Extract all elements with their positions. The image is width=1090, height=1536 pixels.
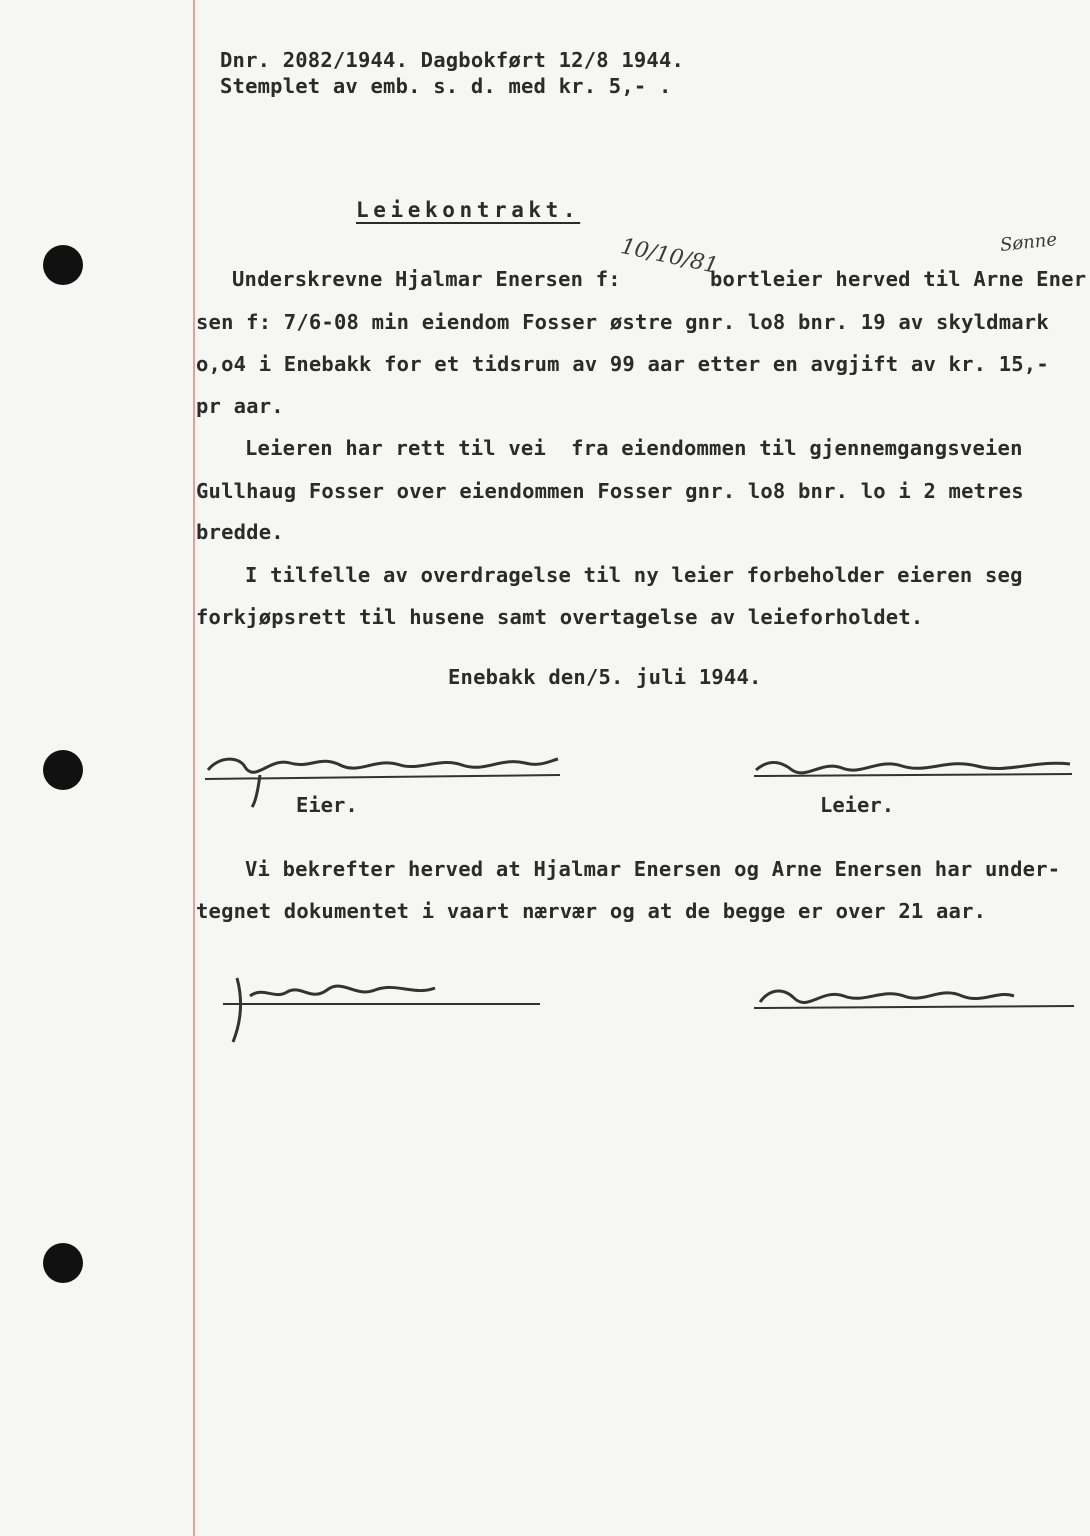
punch-hole-3: [43, 1243, 83, 1283]
margin-rule: [193, 0, 195, 1536]
punch-hole-1: [43, 245, 83, 285]
witness-1-signature: [215, 960, 545, 1050]
body-line-4: pr aar.: [196, 394, 284, 418]
body-line-6: Gullhaug Fosser over eiendommen Fosser gnr. lo8 bnr. lo i 2 metres: [196, 479, 1024, 503]
witness-2-signature: [752, 968, 1077, 1028]
owner-role-label: Eier.: [296, 793, 358, 817]
header-line-1: Dnr. 2082/1944. Dagbokført 12/8 1944.: [220, 48, 685, 72]
tenant-signature: [752, 740, 1077, 790]
place-date: Enebakk den/5. juli 1944.: [448, 665, 762, 689]
tenant-role-label: Leier.: [820, 793, 895, 817]
handwritten-birthdate: 10/10/81: [618, 234, 721, 279]
body-line-8: I tilfelle av overdragelse til ny leier forbeholder eieren seg: [245, 563, 1023, 587]
witness-line-1: Vi bekrefter herved at Hjalmar Enersen og Arne Enersen har under-: [245, 857, 1061, 881]
body-line-2: sen f: 7/6-08 min eiendom Fosser østre gnr. lo8 bnr. 19 av skyldmark: [196, 310, 1049, 334]
body-line-1a: Underskrevne Hjalmar Enersen f:: [232, 267, 621, 291]
witness-line-2: tegnet dokumentet i vaart nærvær og at de begge er over 21 aar.: [196, 899, 987, 923]
body-line-3: o,o4 i Enebakk for et tidsrum av 99 aar etter en avgjift av kr. 15,-: [196, 352, 1049, 376]
body-line-1b: bortleier herved til Arne Ener: [710, 267, 1087, 291]
body-line-9: forkjøpsrett til husene samt overtagelse av leieforholdet.: [196, 605, 924, 629]
body-line-5: Leieren har rett til vei fra eiendommen til gjennemgangsveien: [245, 436, 1023, 460]
header-line-2: Stemplet av emb. s. d. med kr. 5,- .: [220, 74, 672, 98]
body-line-7: bredde.: [196, 520, 284, 544]
document-title: Leiekontrakt.: [356, 198, 581, 222]
handwritten-note-sonne: Sønne: [999, 229, 1058, 256]
punch-hole-2: [43, 750, 83, 790]
owner-signature: [200, 735, 570, 815]
